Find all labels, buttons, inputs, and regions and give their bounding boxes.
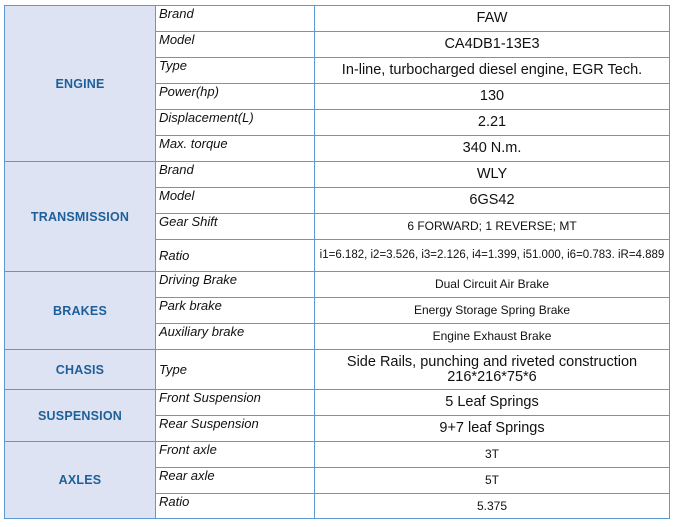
spec-label: Model [156,188,315,214]
spec-value: 5T [315,468,670,494]
spec-value: 5.375 [315,494,670,519]
spec-value: Dual Circuit Air Brake [315,272,670,298]
table-row [5,162,670,188]
spec-label: Rear axle [156,468,315,494]
spec-value: WLY [315,162,670,188]
section-axles-title: AXLES [5,442,156,519]
spec-value: i1=6.182, i2=3.526, i3=2.126, i4=1.399, i51.000, i6=0.783. iR=4.889 [315,240,670,272]
spec-value: Side Rails, punching and riveted construction 216*216*75*6 [315,350,670,390]
section-transmission-title: TRANSMISSION [5,162,156,272]
spec-label: Displacement(L) [156,110,315,136]
section-brakes-title: BRAKES [5,272,156,350]
spec-label: Power(hp) [156,84,315,110]
section-engine-title: ENGINE [5,6,156,162]
spec-value: 5 Leaf Springs [315,390,670,416]
spec-label: Ratio [156,494,315,519]
spec-label: Type [156,58,315,84]
section-chasis-title: CHASIS [5,350,156,390]
spec-value: 6GS42 [315,188,670,214]
spec-label: Brand [156,162,315,188]
spec-value: CA4DB1-13E3 [315,32,670,58]
spec-label: Ratio [156,240,315,272]
section-suspension-title: SUSPENSION [5,390,156,442]
spec-label: Model [156,32,315,58]
spec-label: Park brake [156,298,315,324]
spec-label: Gear Shift [156,214,315,240]
spec-label: Auxiliary brake [156,324,315,350]
spec-label: Brand [156,6,315,32]
spec-label: Rear Suspension [156,416,315,442]
spec-value: FAW [315,6,670,32]
spec-label: Driving Brake [156,272,315,298]
spec-label: Type [156,350,315,390]
spec-table [4,5,670,519]
table-row [5,350,670,390]
table-row [5,442,670,468]
table-row [5,272,670,298]
spec-label: Front Suspension [156,390,315,416]
spec-value: In-line, turbocharged diesel engine, EGR Tech. [315,58,670,84]
spec-label: Front axle [156,442,315,468]
spec-label: Max. torque [156,136,315,162]
spec-value: 130 [315,84,670,110]
spec-value: Engine Exhaust Brake [315,324,670,350]
spec-value: 9+7 leaf Springs [315,416,670,442]
spec-value: 6 FORWARD; 1 REVERSE; MT [315,214,670,240]
table-row [5,390,670,416]
table-row [5,6,670,32]
spec-value: 340 N.m. [315,136,670,162]
spec-value: Energy Storage Spring Brake [315,298,670,324]
spec-value: 3T [315,442,670,468]
spec-value: 2.21 [315,110,670,136]
